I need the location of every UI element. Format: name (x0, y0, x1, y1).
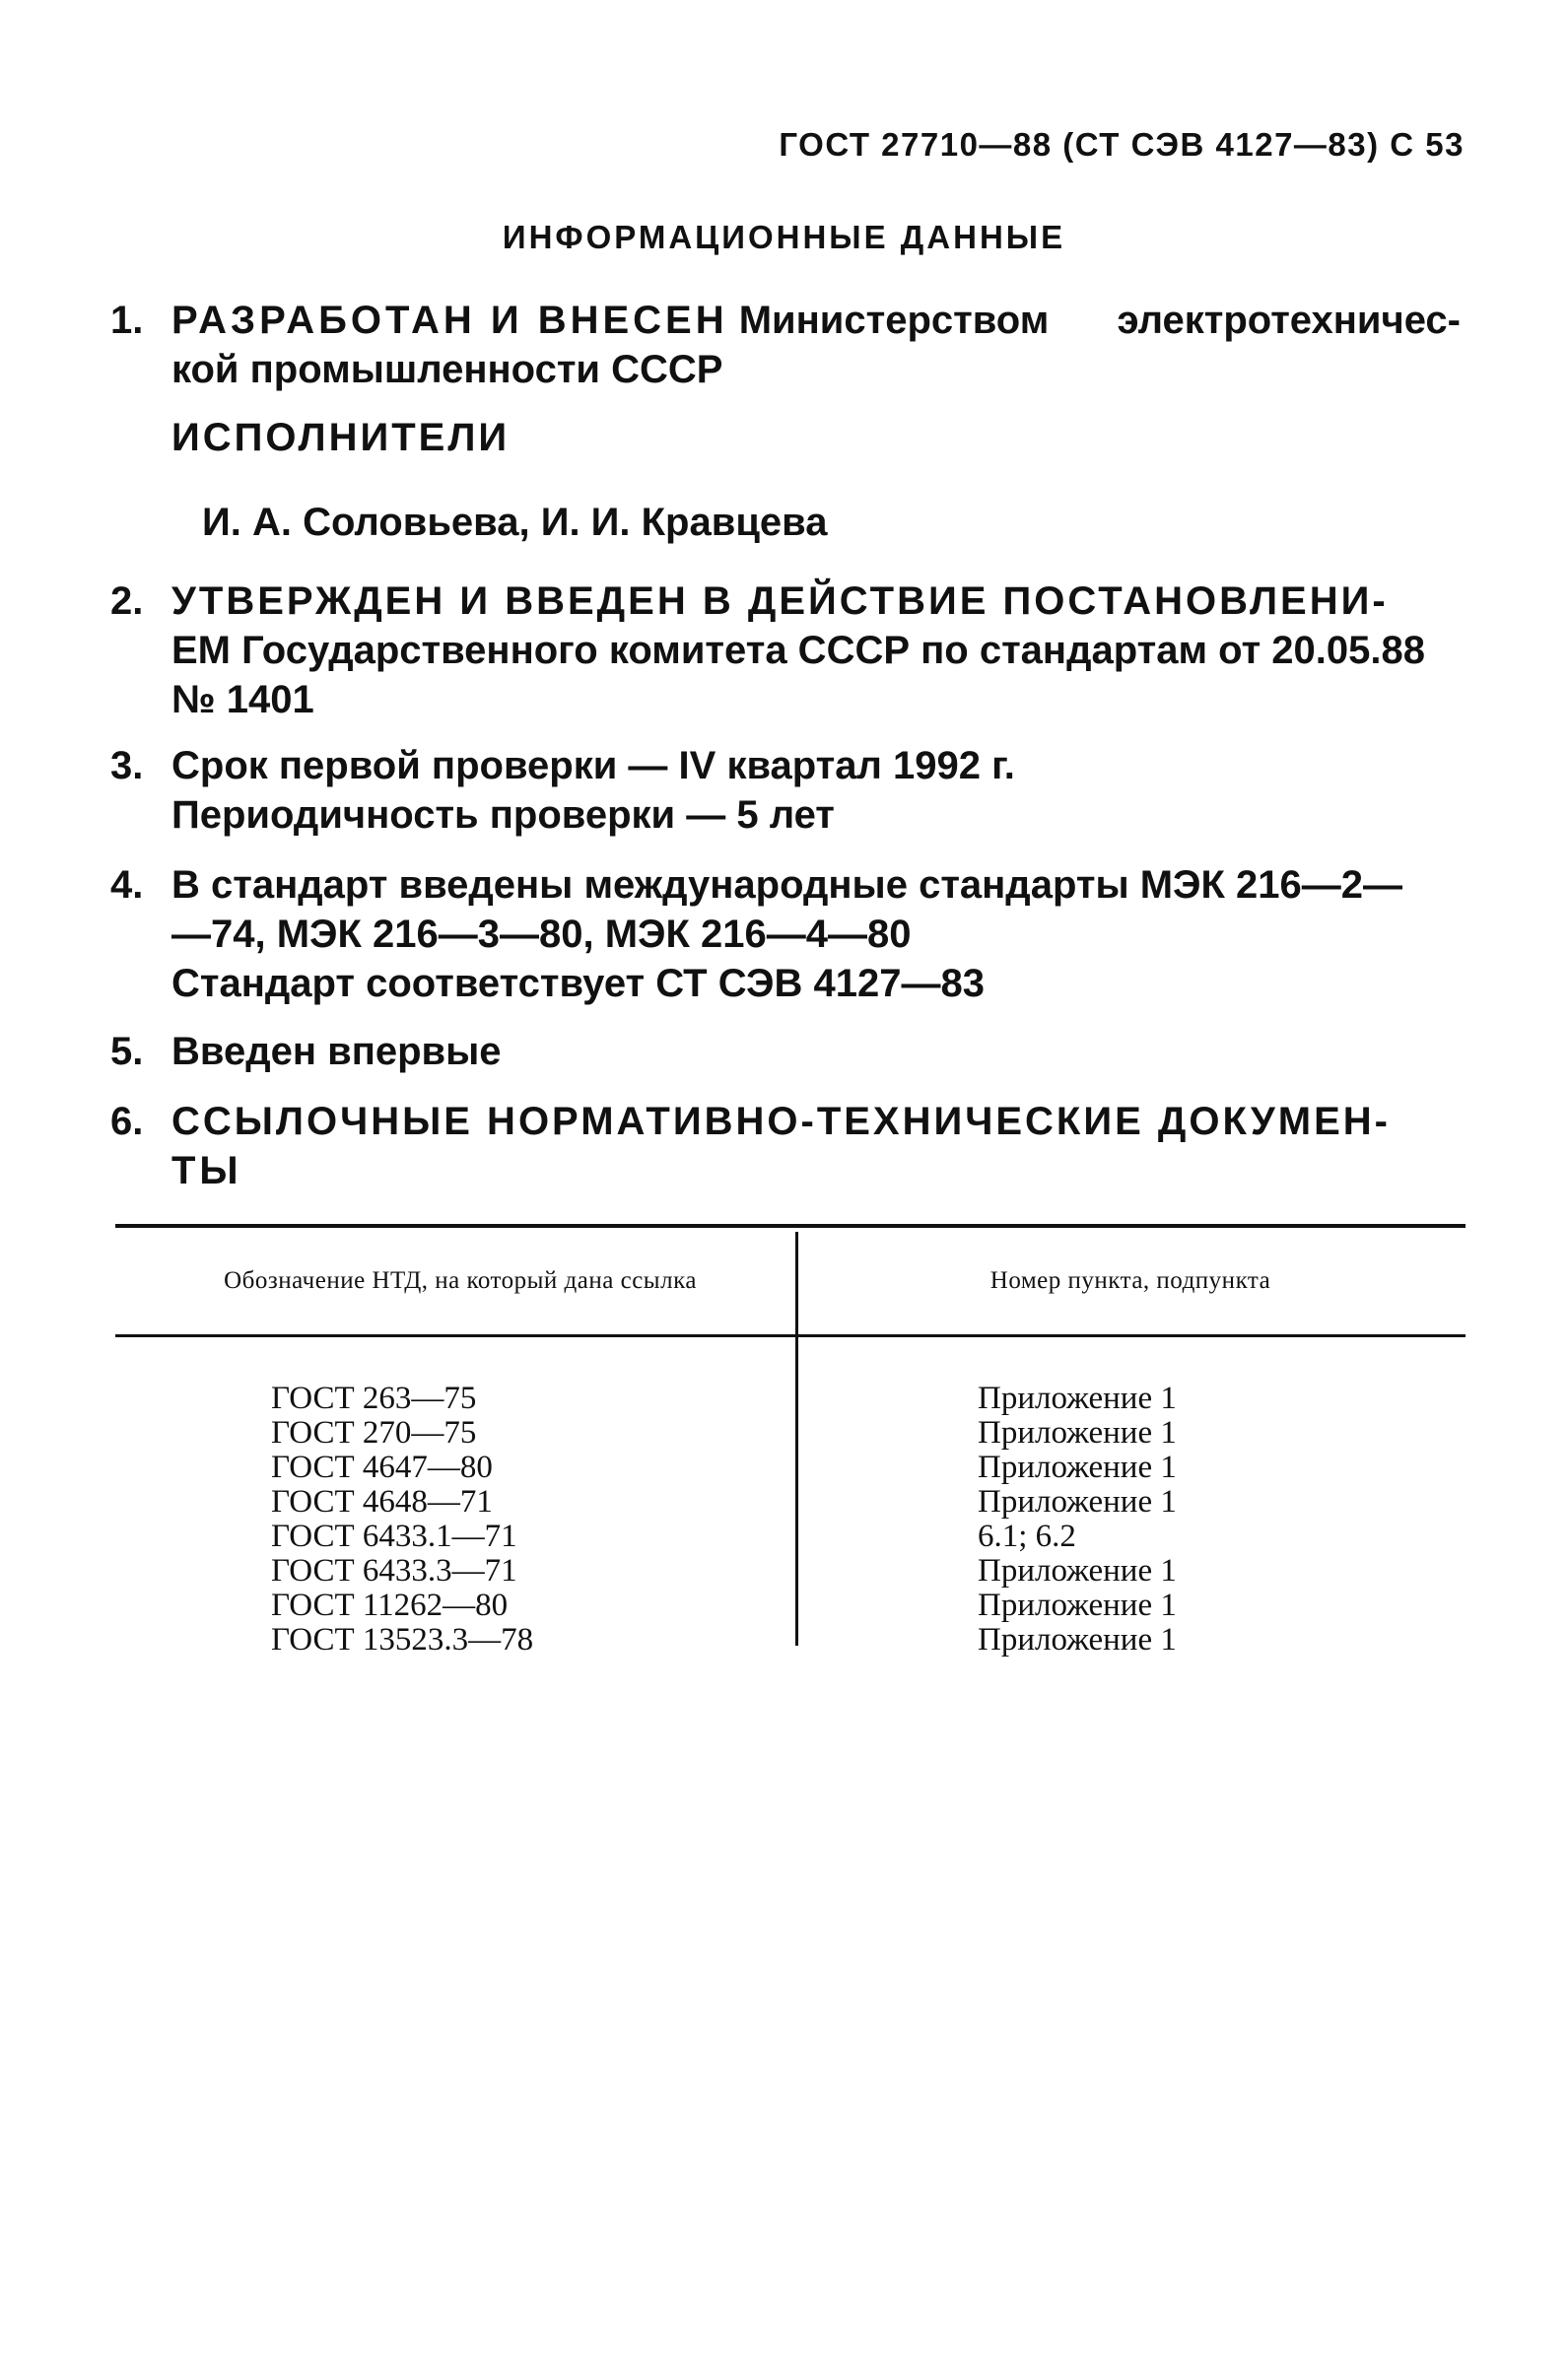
item-text: Министерством (738, 299, 1050, 342)
table-cell-designation: ГОСТ 4648—71 (271, 1484, 493, 1520)
info-item-4 (110, 860, 1461, 1008)
info-item-6 (110, 1097, 1461, 1195)
table-cell-clause: Приложение 1 (978, 1484, 1177, 1520)
item-text: УТВЕРЖДЕН И ВВЕДЕН В ДЕЙСТВИЕ ПОСТАНОВЛЕНИ- (171, 579, 1389, 623)
table-cell-clause: Приложение 1 (978, 1622, 1177, 1658)
table-top-rule (115, 1224, 1466, 1228)
table-cell-designation: ГОСТ 13523.3—78 (271, 1622, 534, 1658)
item-text: Введен впервые (171, 1030, 502, 1073)
table-cell-designation: ГОСТ 270—75 (271, 1415, 477, 1451)
table-cell-clause: 6.1; 6.2 (978, 1519, 1076, 1554)
info-item-3 (110, 741, 1461, 840)
item-text: Стандарт соответствует СТ СЭВ 4127—83 (171, 962, 985, 1005)
item-text: Срок первой проверки — IV квартал 1992 г. (171, 744, 1015, 787)
item-number: 6. (110, 1100, 144, 1143)
info-item-1 (110, 296, 1461, 394)
item-text: В стандарт введены международные стандарты МЭК 216—2— (171, 863, 1403, 907)
info-item-2 (110, 576, 1461, 724)
table-cell-designation: ГОСТ 11262—80 (271, 1588, 509, 1623)
item-text: № 1401 (171, 678, 314, 721)
table-cell-designation: ГОСТ 6433.1—71 (271, 1519, 517, 1554)
item-text: ССЫЛОЧНЫЕ НОРМАТИВНО-ТЕХНИЧЕСКИЕ ДОКУМЕН- (171, 1100, 1391, 1143)
item-number: 1. (110, 299, 144, 342)
item-number: 4. (110, 863, 144, 907)
info-item-5 (110, 1027, 1461, 1076)
table-cell-clause: Приложение 1 (978, 1588, 1177, 1623)
table-cell-designation: ГОСТ 4647—80 (271, 1450, 493, 1485)
item-text: ТЫ (171, 1149, 242, 1192)
table-column-divider (795, 1232, 798, 1646)
clause-column (978, 1382, 1177, 1658)
page-header: ГОСТ 27710—88 (СТ СЭВ 4127—83) С 53 (779, 126, 1465, 163)
item-lead: РАЗРАБОТАН И ВНЕСЕН (171, 299, 728, 342)
table-cell-designation: ГОСТ 6433.3—71 (271, 1553, 517, 1589)
item-text: Периодичность проверки — 5 лет (171, 793, 835, 837)
item-text: —74, МЭК 216—3—80, МЭК 216—4—80 (171, 913, 912, 956)
table-header-clause: Номер пункта, подпункта (989, 1267, 1271, 1294)
table-cell-clause: Приложение 1 (978, 1553, 1177, 1589)
item-number: 3. (110, 744, 144, 787)
table-cell-clause: Приложение 1 (978, 1415, 1177, 1451)
table-header-rule (115, 1334, 1466, 1337)
item-text: кой промышленности СССР (171, 348, 723, 391)
table-cell-designation: ГОСТ 263—75 (271, 1381, 477, 1416)
item-number: 5. (110, 1030, 144, 1073)
designation-column (271, 1382, 533, 1658)
item-text: ЕМ Государственного комитета СССР по стандартам от 20.05.88 (171, 629, 1426, 672)
table-cell-clause: Приложение 1 (978, 1450, 1177, 1485)
table-cell-clause: Приложение 1 (978, 1381, 1177, 1416)
executors-names: И. А. Соловьева, И. И. Кравцева (202, 501, 828, 544)
executors-heading: ИСПОЛНИТЕЛИ (171, 416, 511, 459)
table-header-designation: Обозначение НТД, на который дана ссылка (224, 1267, 697, 1294)
section-title: ИНФОРМАЦИОННЫЕ ДАННЫЕ (502, 219, 1066, 255)
item-text: электротехничес- (1117, 299, 1461, 342)
item-number: 2. (110, 579, 144, 623)
references-table (115, 1224, 1466, 1677)
